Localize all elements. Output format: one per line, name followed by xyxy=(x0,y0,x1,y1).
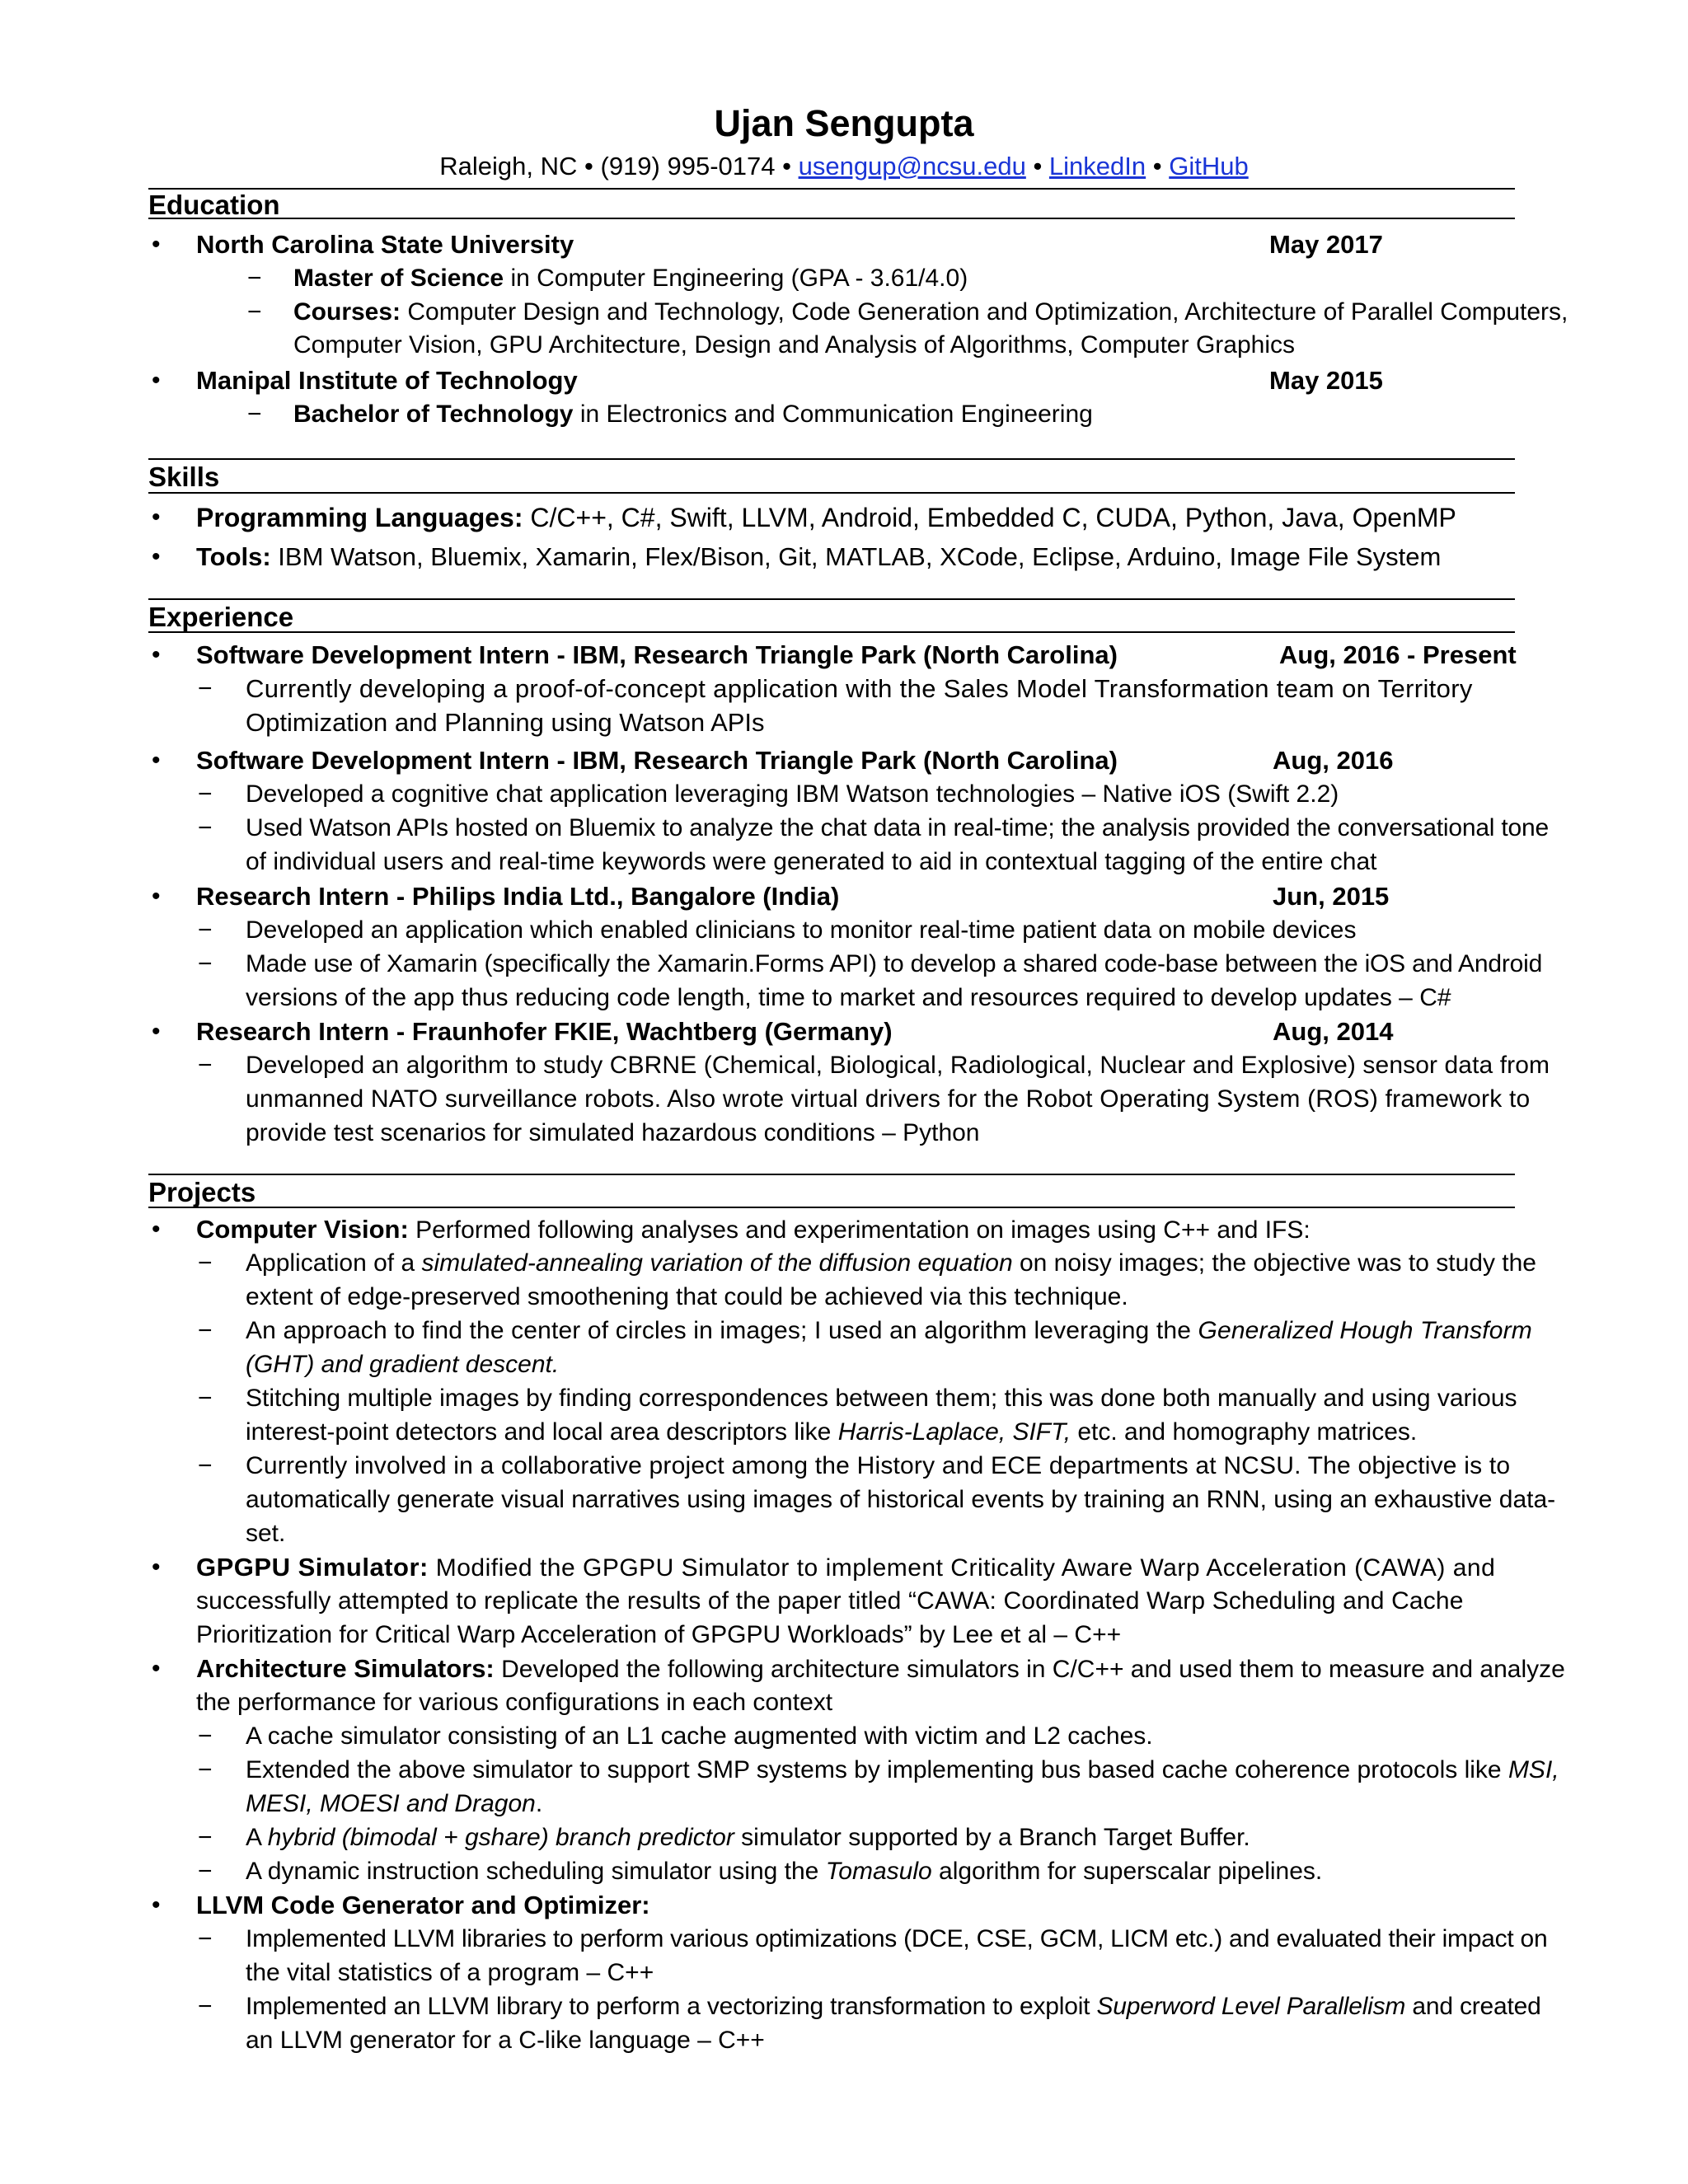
project-point-cont: set. xyxy=(246,1520,286,1547)
project-text-cont: successfully attempted to replicate the results of the paper titled “CAWA: Coordinated Warp Scheduling and Cache xyxy=(196,1587,1464,1615)
job-date: Aug, 2016 - Present xyxy=(1279,640,1517,669)
courses-text: Computer Design and Technology, Code Generation and Optimization, Architecture of Parallel Computers, xyxy=(401,298,1568,326)
section-rule xyxy=(148,631,1515,633)
text: simulator supported by a Branch Target Buffer. xyxy=(734,1824,1250,1851)
project-text: Modified the GPGPU Simulator to implement Criticality Aware Warp Acceleration (CAWA) and xyxy=(428,1554,1496,1582)
text: An approach to find the center of circles in images; I used an algorithm leveraging the xyxy=(246,1317,1198,1344)
section-rule xyxy=(148,598,1515,600)
project-point: Implemented LLVM libraries to perform various optimizations (DCE, CSE, GCM, LICM etc.) and evaluated their impact on xyxy=(246,1925,1548,1952)
text: Extended the above simulator to support SMP systems by implementing bus based cache coherence protocols like xyxy=(246,1756,1508,1783)
project-point-cont: extent of edge-preserved smoothening that could be achieved via this technique. xyxy=(246,1283,1128,1310)
dash: − xyxy=(198,1052,213,1079)
project-text: Developed the following architecture simulators in C/C++ and used them to measure and analyze xyxy=(494,1656,1565,1683)
project-point xyxy=(246,1315,1532,1347)
italic-text: Tomasulo xyxy=(825,1858,932,1885)
project-point-cont xyxy=(246,1416,1417,1449)
italic-text: hybrid (bimodal + gshare) branch predictor xyxy=(267,1824,734,1851)
dash: − xyxy=(247,298,262,326)
dash: − xyxy=(198,1756,213,1783)
italic-text: Generalized Hough Transform xyxy=(1198,1317,1532,1344)
job-point-cont: of individual users and real-time keywords were generated to aid in contextual tagging of the entire chat xyxy=(246,848,1377,875)
bullet: • xyxy=(152,367,161,394)
project-point-cont: an LLVM generator for a C-like language – C++ xyxy=(246,2027,765,2054)
section-title-projects: Projects xyxy=(148,1177,256,1207)
job-role: Research Intern - Philips India Ltd., Bangalore (India) xyxy=(196,882,840,911)
section-rule xyxy=(148,218,1515,219)
project-point xyxy=(246,1990,1541,2023)
dash: − xyxy=(198,1993,213,2020)
skill-values: C/C++, C#, Swift, LLVM, Android, Embedded C, CUDA, Python, Java, OpenMP xyxy=(523,503,1456,532)
job-date: Aug, 2016 xyxy=(1273,746,1394,775)
degree-line xyxy=(293,398,1093,431)
project-point: A cache simulator consisting of an L1 cache augmented with victim and L2 caches. xyxy=(246,1722,1153,1750)
dash: − xyxy=(198,1824,213,1851)
project-point: Currently involved in a collaborative project among the History and ECE departments at NCSU. The objective is to xyxy=(246,1452,1511,1479)
degree-detail: in Computer Engineering (GPA - 3.61/4.0) xyxy=(504,265,968,292)
skill-values: IBM Watson, Bluemix, Xamarin, Flex/Bison, Git, MATLAB, XCode, Eclipse, Arduino, Image File System xyxy=(270,542,1442,571)
section-title-education: Education xyxy=(148,190,280,220)
dash: − xyxy=(198,1452,213,1479)
dash: − xyxy=(247,265,262,292)
project-text-cont: the performance for various configurations in each context xyxy=(196,1689,833,1716)
school-name: North Carolina State University xyxy=(196,230,574,259)
school-name: Manipal Institute of Technology xyxy=(196,366,578,395)
separator: • xyxy=(1025,152,1049,180)
job-point: Used Watson APIs hosted on Bluemix to analyze the chat data in real-time; the analysis provided the conversational tone xyxy=(246,814,1549,841)
email-link[interactable]: usengup@ncsu.edu xyxy=(798,152,1026,180)
job-point-cont: unmanned NATO surveillance robots. Also wrote virtual drivers for the Robot Operating System (ROS) framework to xyxy=(246,1085,1531,1113)
section-title-skills: Skills xyxy=(148,462,220,492)
text: algorithm for superscalar pipelines. xyxy=(931,1858,1323,1885)
candidate-name: Ujan Sengupta xyxy=(714,102,974,144)
bullet: • xyxy=(152,641,161,668)
bullet: • xyxy=(152,1891,161,1919)
linkedin-link[interactable]: LinkedIn xyxy=(1048,152,1146,180)
job-role: Software Development Intern - IBM, Research Triangle Park (North Carolina) xyxy=(196,746,1118,775)
project-label: GPGPU Simulator: xyxy=(196,1553,429,1582)
job-date: Jun, 2015 xyxy=(1273,882,1390,911)
project-text: Performed following analyses and experimentation on images using C++ and IFS: xyxy=(408,1216,1311,1244)
section-rule xyxy=(148,188,1515,190)
dash: − xyxy=(198,950,213,977)
project-point-cont xyxy=(246,1788,542,1821)
project-point xyxy=(246,1247,1536,1280)
separator: • xyxy=(1146,152,1170,180)
job-point: Developed a cognitive chat application leveraging IBM Watson technologies – Native iOS (Swift 2.2) xyxy=(246,780,1339,808)
italic-text: MSI, xyxy=(1507,1756,1559,1783)
dash: − xyxy=(198,814,213,841)
bullet: • xyxy=(152,1655,161,1682)
project-point-cont: the vital statistics of a program – C++ xyxy=(246,1959,654,1986)
bullet: • xyxy=(152,747,161,774)
project-text-cont: Prioritization for Critical Warp Acceleration of GPGPU Workloads” by Lee et al – C++ xyxy=(196,1621,1122,1648)
project-label: Architecture Simulators: xyxy=(196,1654,495,1683)
project-arch xyxy=(196,1652,1565,1686)
italic-text: Harris-Laplace, SIFT, xyxy=(837,1418,1071,1446)
job-role: Research Intern - Fraunhofer FKIE, Wachtberg (Germany) xyxy=(196,1017,893,1046)
bullet: • xyxy=(152,543,161,570)
project-gpgpu xyxy=(196,1551,1495,1585)
text: etc. and homography matrices. xyxy=(1071,1418,1418,1446)
text: Implemented an LLVM library to perform a vectorizing transformation to exploit xyxy=(246,1993,1097,2020)
location: Raleigh, NC xyxy=(439,152,578,180)
dash: − xyxy=(247,401,262,428)
section-title-experience: Experience xyxy=(148,602,294,632)
dash: − xyxy=(198,1249,213,1277)
section-rule xyxy=(148,492,1515,494)
bullet: • xyxy=(152,1216,161,1243)
project-point xyxy=(246,1754,1559,1787)
project-point xyxy=(246,1821,1250,1854)
bullet: • xyxy=(152,883,161,910)
bullet: • xyxy=(152,1018,161,1045)
italic-text: simulated-annealing variation of the diffusion equation xyxy=(421,1249,1013,1277)
job-point: Currently developing a proof-of-concept application with the Sales Model Transformation team on Territory xyxy=(246,674,1473,703)
project-cv-intro xyxy=(196,1213,1311,1247)
skill-label: Programming Languages: xyxy=(196,503,523,532)
job-date: Aug, 2014 xyxy=(1273,1017,1394,1046)
separator: • xyxy=(577,152,601,180)
job-point-cont: provide test scenarios for simulated hazardous conditions – Python xyxy=(246,1119,980,1146)
job-point: Developed an application which enabled clinicians to monitor real-time patient data on mobile devices xyxy=(246,916,1357,944)
italic-text: Superword Level Parallelism xyxy=(1096,1993,1406,2020)
dash: − xyxy=(198,916,213,944)
courses-label: Courses: xyxy=(293,298,401,326)
separator: • xyxy=(775,152,799,180)
job-point: Made use of Xamarin (specifically the Xamarin.Forms API) to develop a shared code-base between the iOS and Android xyxy=(246,950,1543,977)
italic-text: MESI, MOESI and Dragon xyxy=(246,1790,536,1817)
degree-detail: in Electronics and Communication Engineering xyxy=(573,401,1093,428)
project-point-cont: automatically generate visual narratives using images of historical events by training an RNN, using an exhaustive data- xyxy=(246,1486,1556,1513)
text: and created xyxy=(1405,1993,1541,2020)
job-point-cont: Optimization and Planning using Watson APIs xyxy=(246,708,765,737)
bullet: • xyxy=(152,231,161,258)
dash: − xyxy=(198,1925,213,1952)
dash: − xyxy=(198,1317,213,1344)
courses-line-2: Computer Vision, GPU Architecture, Design and Analysis of Algorithms, Computer Graphics xyxy=(293,331,1295,359)
text: A xyxy=(246,1824,268,1851)
text: Application of a xyxy=(246,1249,422,1277)
courses-line xyxy=(293,296,1568,329)
job-point-cont: versions of the app thus reducing code length, time to market and resources required to develop updates – C# xyxy=(246,984,1451,1011)
project-label: LLVM Code Generator and Optimizer: xyxy=(196,1891,650,1919)
italic-text: (GHT) and gradient descent. xyxy=(246,1351,560,1378)
text: on noisy images; the objective was to study the xyxy=(1012,1249,1536,1277)
project-point xyxy=(246,1855,1322,1888)
skill-languages xyxy=(196,501,1456,534)
job-role: Software Development Intern - IBM, Research Triangle Park (North Carolina) xyxy=(196,640,1118,669)
project-point-cont xyxy=(246,1348,559,1381)
section-rule xyxy=(148,1174,1515,1175)
bullet: • xyxy=(152,1554,161,1581)
skill-label: Tools: xyxy=(196,542,271,571)
github-link[interactable]: GitHub xyxy=(1169,152,1249,180)
degree-line xyxy=(293,262,968,295)
degree-title: Bachelor of Technology xyxy=(293,401,574,428)
phone: (919) 995-0174 xyxy=(600,152,776,180)
section-rule xyxy=(148,1207,1515,1208)
degree-title: Master of Science xyxy=(293,265,504,292)
skill-tools xyxy=(196,541,1441,574)
dash: − xyxy=(198,675,213,702)
education-date: May 2015 xyxy=(1269,366,1383,395)
dash: − xyxy=(198,1858,213,1885)
job-point: Developed an algorithm to study CBRNE (Chemical, Biological, Radiological, Nuclear and Explosive) sensor data from xyxy=(246,1052,1550,1079)
project-point: Stitching multiple images by finding correspondences between them; this was done both manually and using various xyxy=(246,1385,1517,1412)
section-rule xyxy=(148,458,1515,460)
project-label: Computer Vision: xyxy=(196,1215,409,1244)
text: . xyxy=(535,1790,543,1817)
text: A dynamic instruction scheduling simulator using the xyxy=(246,1858,826,1885)
education-date: May 2017 xyxy=(1269,230,1383,259)
bullet: • xyxy=(152,504,161,531)
dash: − xyxy=(198,1722,213,1750)
dash: − xyxy=(198,1385,213,1412)
dash: − xyxy=(198,780,213,808)
contact-line xyxy=(0,150,1688,183)
text: interest-point detectors and local area descriptors like xyxy=(246,1418,838,1446)
